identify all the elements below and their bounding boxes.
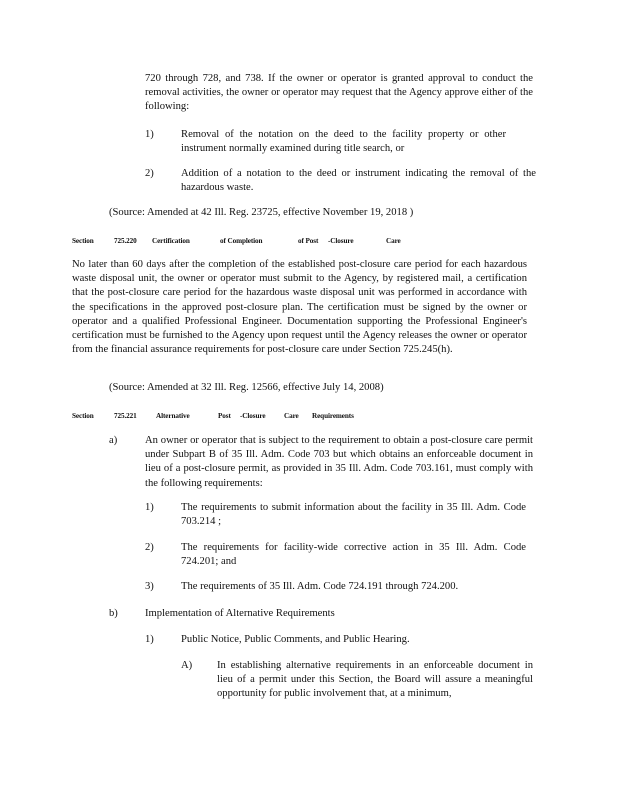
- subsection-a-item-3-number: 3): [145, 581, 154, 592]
- section-725-220-heading: [72, 236, 412, 246]
- subsection-b-item-A-text: In establishing alternative requirements in an enforceable document in lieu of a permit under this Section, the Board will assure a meaningful opportunity for public involvement that, at a minimum,: [217, 660, 533, 700]
- section-725-220-body: No later than 60 days after the completion of the established post-closure care period for each hazardous waste disposal unit, the owner or operator must submit to the Agency, by registered mail, a certification that the post-closure care period for the hazardous waste disposal unit was performed in accordance with the specifications in the approved post-closure plan. The certification must be signed by the owner or operator and a qualified Professional Engineer. Documentation supporting the Professional Engineer's certification must be furnished to the Agency upon request until the Agency releases the owner or operator from the financial assurance requirements for post-closure care under Section 725.245(h).: [72, 259, 527, 356]
- intro-item-1-text: Removal of the notation on the deed to the facility property or other instrument normally examined during title search, or: [181, 129, 506, 155]
- source-note-2: (Source: Amended at 32 Ill. Reg. 12566, effective July 14, 2008): [109, 382, 384, 393]
- intro-item-2-number: 2): [145, 168, 154, 179]
- intro-item-1-number: 1): [145, 129, 154, 140]
- subsection-b-item-A-number: A): [181, 660, 193, 671]
- subsection-a-item-2-text: The requirements for facility-wide corrective action in 35 Ill. Adm. Code 724.201; and: [181, 542, 526, 568]
- subsection-a-item-1-text: The requirements to submit information about the facility in 35 Ill. Adm. Code 703.214 ;: [181, 502, 526, 528]
- section-title-part: -Closure: [328, 237, 354, 245]
- section-title-part: Alternative: [156, 412, 190, 420]
- section-number: 725.220: [114, 237, 137, 245]
- section-title-part: Certification: [152, 237, 190, 245]
- subsection-a-number: a): [109, 435, 118, 446]
- subsection-b-number: b): [109, 608, 118, 619]
- subsection-b-item-1-number: 1): [145, 634, 154, 645]
- subsection-a-item-1-number: 1): [145, 502, 154, 513]
- subsection-b-item-1-text: Public Notice, Public Comments, and Public Hearing.: [181, 634, 410, 645]
- subsection-a-item-2-number: 2): [145, 542, 154, 553]
- subsection-a-text: An owner or operator that is subject to the requirement to obtain a post-closure care permit under Subpart B of 35 Ill. Adm. Code 703 but which obtains an enforceable document in lieu of a post-closure permit, as provided in 35 Ill. Adm. Code 703.161, must comply with the following requirements:: [145, 435, 533, 489]
- section-number: 725.221: [114, 412, 137, 420]
- section-title-part: -Closure: [240, 412, 266, 420]
- section-label: Section: [72, 412, 94, 420]
- section-title-part: Requirements: [312, 412, 354, 420]
- subsection-b-title: Implementation of Alternative Requirements: [145, 608, 335, 619]
- section-title-part: of Completion: [220, 237, 263, 245]
- section-title-part: Care: [284, 412, 299, 420]
- intro-item-2-text: Addition of a notation to the deed or instrument indicating the removal of the hazardous waste.: [181, 168, 536, 194]
- section-725-221-heading: [72, 411, 372, 421]
- section-label: Section: [72, 237, 94, 245]
- section-title-part: of Post: [298, 237, 319, 245]
- section-title-part: Post: [218, 412, 231, 420]
- source-note-1: (Source: Amended at 42 Ill. Reg. 23725, effective November 19, 2018 ): [109, 207, 414, 218]
- subsection-a-item-3-text: The requirements of 35 Ill. Adm. Code 724.191 through 724.200.: [181, 581, 459, 592]
- intro-paragraph: 720 through 728, and 738. If the owner or operator is granted approval to conduct the removal activities, the owner or operator may request that the Agency approve either of the following:: [145, 73, 533, 113]
- section-title-part: Care: [386, 237, 401, 245]
